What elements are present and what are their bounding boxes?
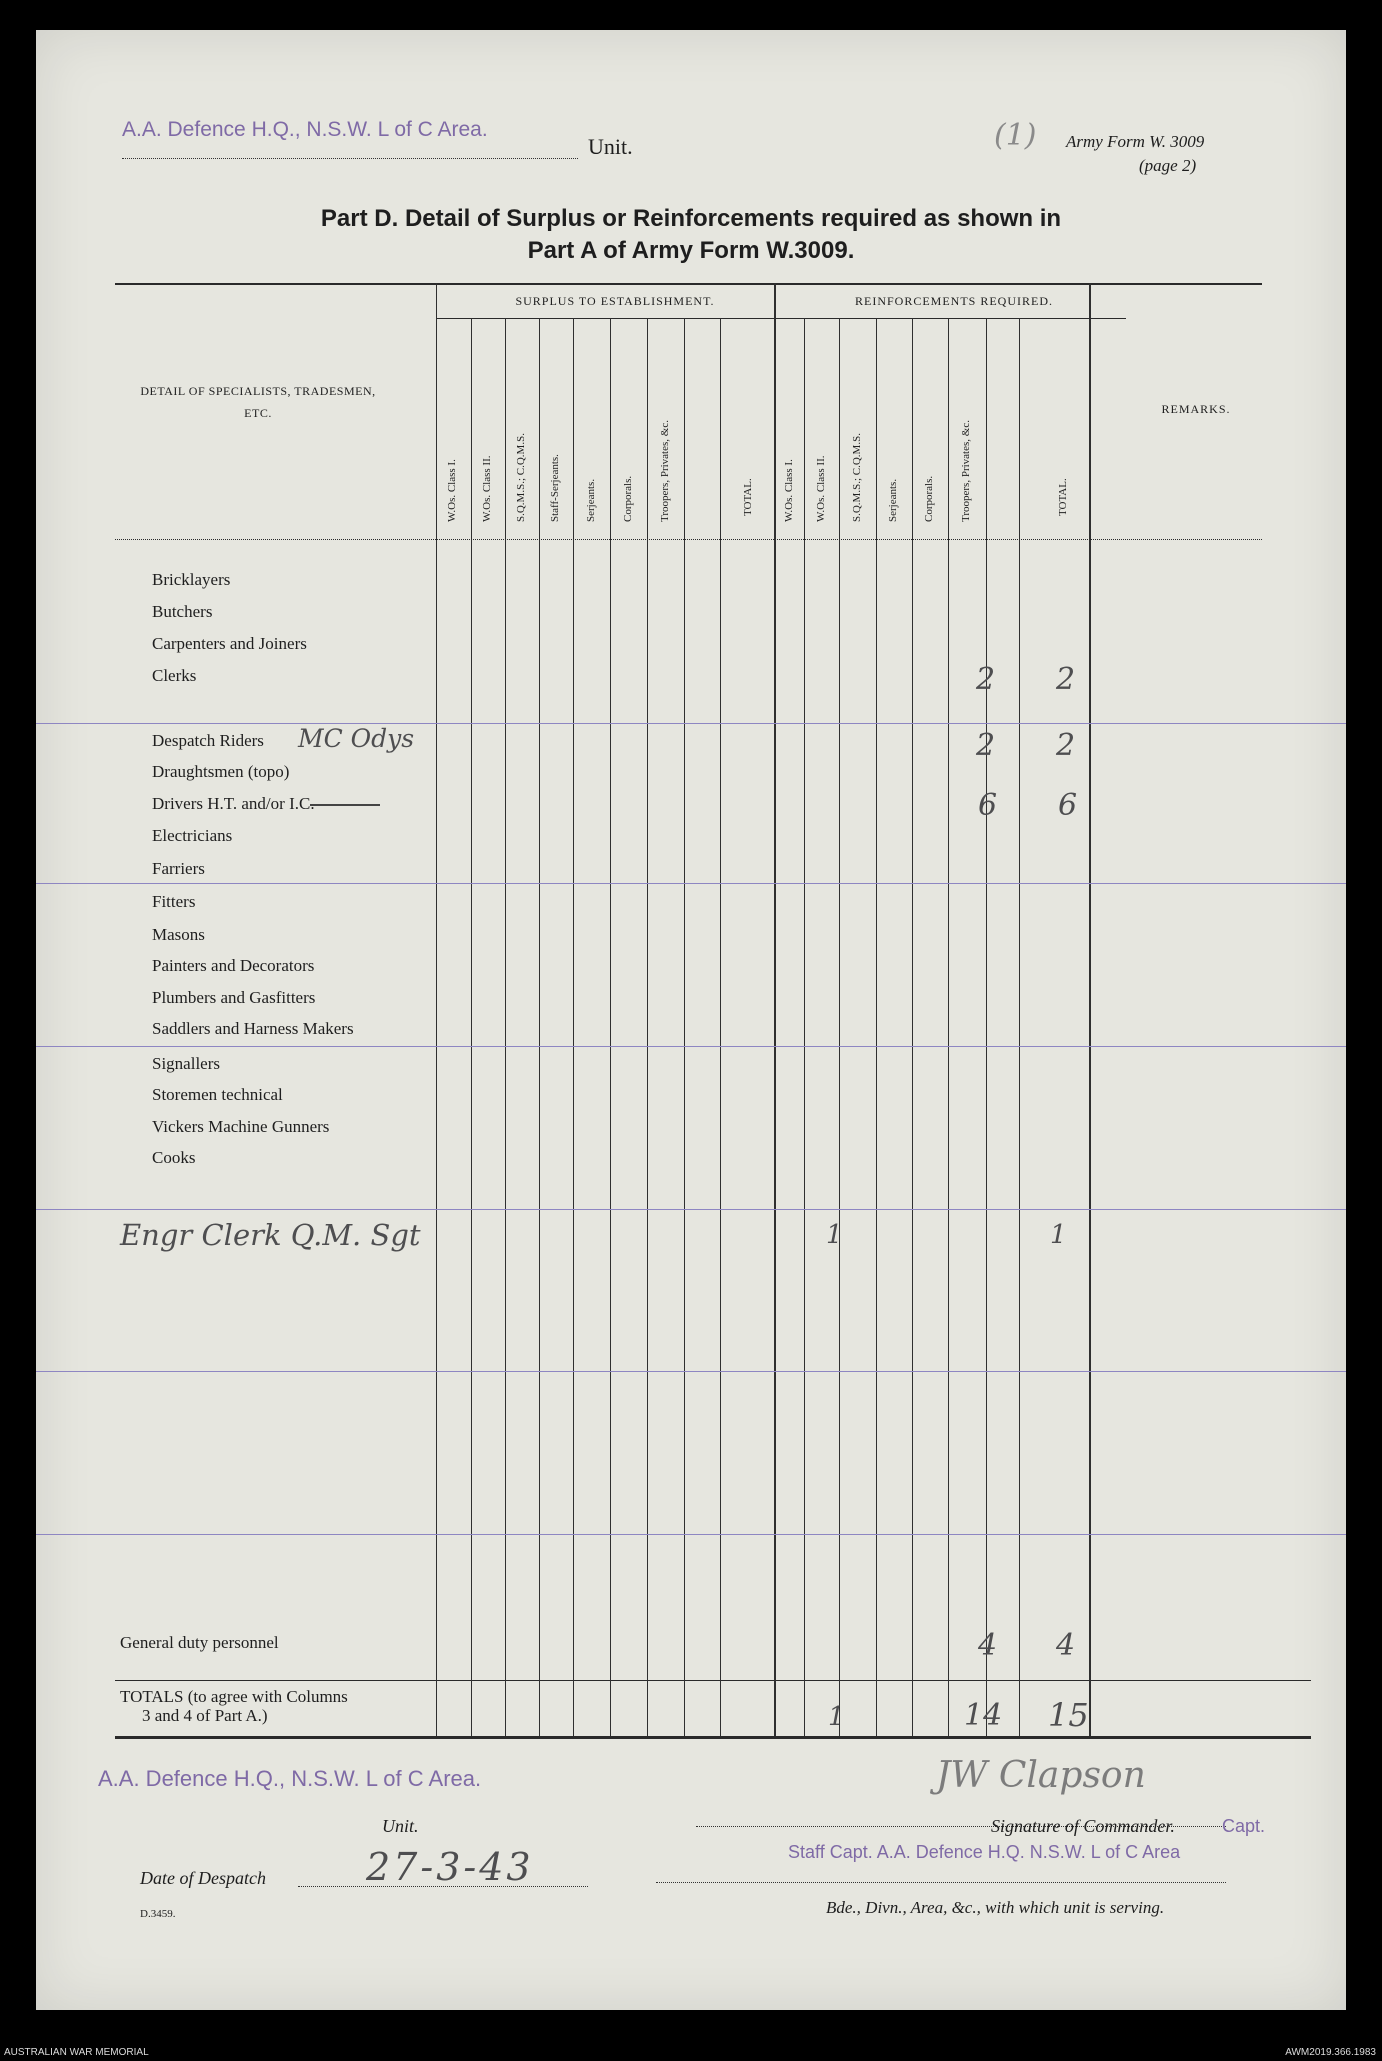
form-number: Army Form W. 3009 [1066, 132, 1205, 151]
row-painters: Painters and Decorators [152, 956, 315, 975]
archive-accession: AWM2019.366.1983 [1285, 2047, 1376, 2058]
col-divider [610, 318, 611, 1736]
engr-total-value: 1 [1050, 1220, 1067, 1250]
reinf-col-sjts: Serjeants. [887, 478, 899, 522]
totals-troopers-value: 14 [964, 1698, 1003, 1733]
table-bottom-rule [115, 1736, 1311, 1739]
row-bricklayers: Bricklayers [152, 570, 231, 589]
group-divider [774, 283, 776, 1736]
ruled-line [36, 1371, 1346, 1372]
form-title-line1: Part D. Detail of Surplus or Reinforcements required as shown in [320, 205, 1062, 232]
commander-signature: JW Clapson [936, 1755, 1146, 1796]
col-divider [505, 318, 506, 1736]
totals-label-2: 3 and 4 of Part A.) [142, 1706, 268, 1725]
unit-stamp: A.A. Defence H.Q., N.S.W. L of C Area. [122, 118, 488, 141]
archive-caption-bar [0, 2045, 1382, 2061]
engr-wo2-value: 1 [826, 1220, 843, 1250]
col-divider [471, 318, 472, 1736]
row-signallers: Signallers [152, 1054, 220, 1073]
row-despatch-riders: Despatch Riders [152, 731, 264, 750]
detail-header: DETAIL OF SPECIALISTS, TRADESMEN, ETC. [140, 384, 376, 420]
reinf-col-sqms: S.Q.M.S.; C.Q.M.S. [851, 433, 863, 522]
col-divider [684, 318, 685, 1736]
form-page [36, 30, 1346, 2010]
row-storemen: Storemen technical [152, 1085, 283, 1104]
page-reference: (page 2) [1139, 156, 1197, 175]
row-general-duty: General duty personnel [120, 1633, 279, 1652]
col-divider [720, 318, 721, 1736]
strikethrough-mark [310, 804, 380, 806]
row-butchers: Butchers [152, 602, 213, 621]
ruled-line [36, 883, 1346, 884]
reinf-col-total: TOTAL. [1057, 478, 1069, 516]
form-title-line2: Part A of Army Form W.3009. [527, 237, 855, 264]
row-vickers: Vickers Machine Gunners [152, 1117, 330, 1136]
unit-label: Unit. [588, 134, 633, 159]
surplus-col-wo2: W.Os. Class II. [481, 455, 493, 522]
remarks-header: REMARKS. [1161, 402, 1231, 416]
surplus-col-troopers: Troopers, Privates, &c. [659, 420, 671, 522]
surplus-header: SURPLUS TO ESTABLISHMENT. [515, 294, 715, 308]
col-divider [436, 283, 437, 1736]
col-divider [876, 318, 877, 1736]
drivers-troopers-value: 6 [978, 788, 998, 823]
col-divider [647, 318, 648, 1736]
surplus-col-total: TOTAL. [742, 478, 754, 516]
brigade-dotted-line [656, 1882, 1226, 1883]
row-masons: Masons [152, 925, 205, 944]
footer-unit-stamp: A.A. Defence H.Q., N.S.W. L of C Area. [98, 1766, 482, 1791]
col-divider [948, 318, 949, 1736]
page-number-circle: (1) [994, 118, 1037, 153]
col-divider [804, 318, 805, 1736]
reinf-col-wo1: W.Os. Class I. [783, 459, 795, 522]
row-fitters: Fitters [152, 892, 196, 911]
unit-dotted-line [122, 158, 578, 159]
row-farriers: Farriers [152, 859, 205, 878]
col-divider [839, 318, 840, 1736]
col-divider [539, 318, 540, 1736]
brigade-label: Bde., Divn., Area, &c., with which unit is serving. [826, 1898, 1165, 1917]
despatch-troopers-value: 2 [976, 728, 996, 763]
ruled-line [36, 1534, 1346, 1535]
ruled-line [36, 1209, 1346, 1210]
row-saddlers: Saddlers and Harness Makers [152, 1019, 354, 1038]
reinf-col-troopers: Troopers, Privates, &c. [960, 420, 972, 522]
handwritten-row-label: Engr Clerk Q.M. Sgt [120, 1218, 421, 1252]
date-of-despatch-value: 27-3-43 [366, 1845, 534, 1889]
clerks-troopers-value: 2 [976, 662, 996, 697]
handwritten-annotation: MC Odys [298, 724, 415, 753]
form-code: D.3459. [140, 1908, 176, 1920]
row-drivers: Drivers H.T. and/or I.C. [152, 794, 315, 813]
archive-institution: AUSTRALIAN WAR MEMORIAL [4, 2047, 149, 2058]
col-divider [986, 318, 987, 1736]
surplus-col-staff-sjts: Staff-Serjeants. [549, 454, 561, 522]
signature-label: Signature of Commander. [991, 1816, 1175, 1836]
row-cooks: Cooks [152, 1148, 196, 1167]
ruled-line [36, 1046, 1346, 1047]
col-divider [573, 318, 574, 1736]
totals-label-1: TOTALS (to agree with Columns [120, 1687, 348, 1706]
row-clerks: Clerks [152, 666, 197, 685]
despatch-total-value: 2 [1056, 728, 1076, 763]
reinf-col-cpls: Corporals. [923, 475, 935, 522]
row-carpenters: Carpenters and Joiners [152, 634, 307, 653]
footer-unit-label: Unit. [382, 1816, 419, 1836]
surplus-col-sqms: S.Q.M.S.; C.Q.M.S. [515, 433, 527, 522]
date-of-despatch-label: Date of Despatch [140, 1868, 266, 1888]
totals-wo2-value: 1 [828, 1702, 845, 1732]
col-divider [1019, 318, 1020, 1736]
general-duty-troopers-value: 4 [978, 1628, 998, 1663]
group-divider [1089, 283, 1091, 1736]
general-duty-total-value: 4 [1056, 1628, 1076, 1663]
drivers-total-value: 6 [1058, 788, 1078, 823]
row-plumbers: Plumbers and Gasfitters [152, 988, 316, 1007]
signature-rank: Capt. [1222, 1816, 1266, 1836]
row-draughtsmen: Draughtsmen (topo) [152, 762, 290, 781]
row-electricians: Electricians [152, 826, 233, 845]
clerks-total-value: 2 [1056, 662, 1076, 697]
reinf-col-wo2: W.Os. Class II. [815, 455, 827, 522]
surplus-col-sjts: Serjeants. [585, 478, 597, 522]
staff-stamp: Staff Capt. A.A. Defence H.Q. N.S.W. L of C Area [788, 1842, 1181, 1862]
surplus-col-wo1: W.Os. Class I. [446, 459, 458, 522]
surplus-col-cpls: Corporals. [622, 475, 634, 522]
totals-rule [115, 1680, 1311, 1681]
totals-total-value: 15 [1048, 1696, 1089, 1734]
col-divider [912, 318, 913, 1736]
reinforcements-header: REINFORCEMENTS REQUIRED. [854, 294, 1053, 308]
ruled-line [36, 723, 1346, 724]
